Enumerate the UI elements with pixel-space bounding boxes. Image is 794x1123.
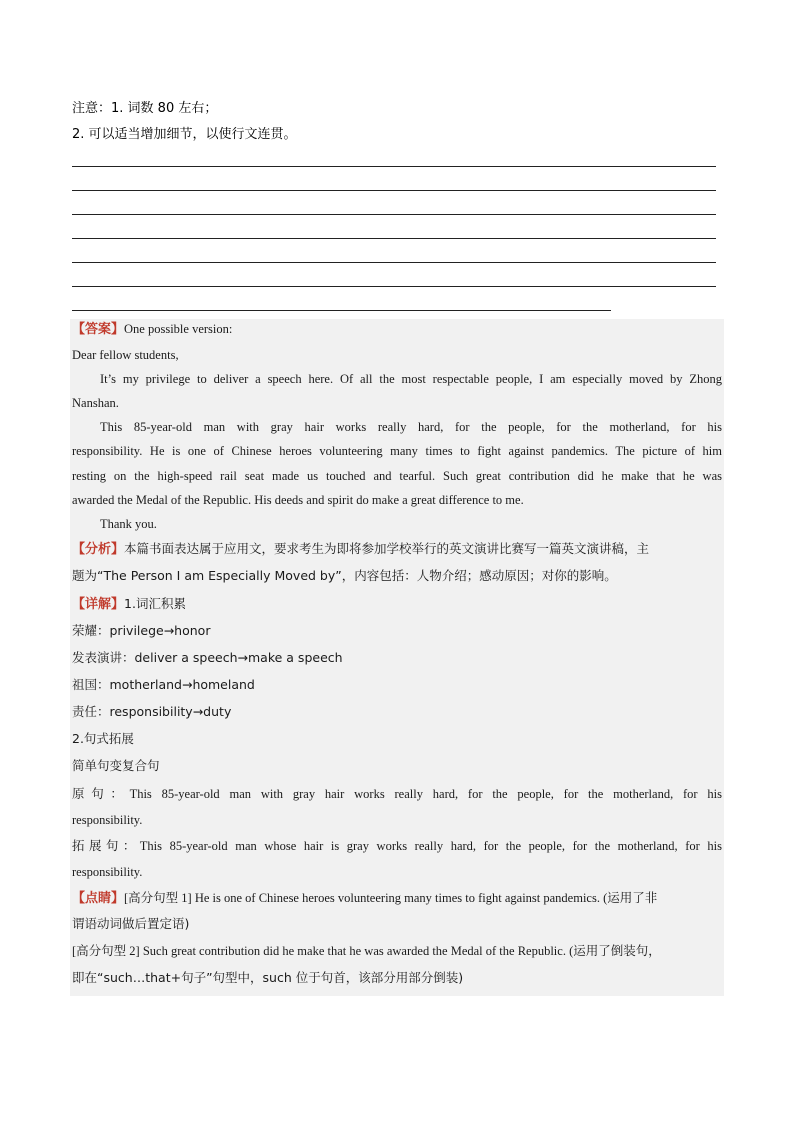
note-word-count: 注意：1. 词数 80 左右； <box>72 101 218 116</box>
highlight-line: 谓语动词做后置定语) <box>72 916 190 931</box>
highlight-line <box>72 889 722 908</box>
letter-closing: Thank you. <box>100 517 157 531</box>
sentence-subheading: 简单句变复合句 <box>72 758 160 773</box>
writing-line <box>72 286 716 287</box>
answer-intro: One possible version: <box>124 322 233 336</box>
sentence-heading: 2.句式拓展 <box>72 731 134 746</box>
original-sentence: responsibility. <box>72 813 143 827</box>
paragraph-2-line: responsibility. He is one of Chinese heroes volunteering many times to fight against pandemics. The picture of him <box>72 444 722 458</box>
writing-line <box>72 262 716 263</box>
analysis-line: 题为“The Person I am Especially Moved by”，内容包括：人物介绍；感动原因；对你的影响。 <box>72 568 617 583</box>
note-details: 2. 可以适当增加细节，以使行文连贯。 <box>72 127 297 142</box>
paragraph-2-line: This 85-year-old man with gray hair works really hard, for the people, for the motherland, for his <box>100 420 722 434</box>
paragraph-1-line: It’s my privilege to deliver a speech here. Of all the most respectable people, I am especially moved by Zhong <box>100 372 722 386</box>
writing-line <box>72 238 716 239</box>
analysis-tag: 【分析】 <box>72 542 125 557</box>
paragraph-1-line: Nanshan. <box>72 396 119 410</box>
highlight-sentence-1: [高分句型 1] He is one of Chinese heroes volunteering many times to fight against pandemics. (运用了非 <box>124 891 658 905</box>
extended-sentence: 拓展句：This 85-year-old man whose hair is gray works really hard, for the people, for the motherland, for his <box>72 839 722 853</box>
detail-tag: 【详解】 <box>72 597 125 612</box>
letter-greeting: Dear fellow students, <box>72 348 179 362</box>
vocab-item: 荣耀：privilege→honor <box>72 623 211 638</box>
analysis-text: 本篇书面表达属于应用文，要求考生为即将参加学校举行的英文演讲比赛写一篇英文演讲稿，主 <box>124 541 650 556</box>
answer-section <box>70 319 724 996</box>
answer-tag: 【答案】 <box>72 322 125 337</box>
vocab-item: 发表演讲：deliver a speech→make a speech <box>72 650 343 665</box>
extended-sentence: responsibility. <box>72 865 143 879</box>
highlight-sentence-2: [高分句型 2] Such great contribution did he make that he was awarded the Medal of the Republic. (运用了倒装句， <box>72 944 661 958</box>
writing-line <box>72 190 716 191</box>
vocab-item: 责任：responsibility→duty <box>72 704 232 719</box>
original-sentence: 原句：This 85-year-old man with gray hair works really hard, for the people, for the motherland, for his <box>72 787 722 801</box>
paragraph-2-line: awarded the Medal of the Republic. His deeds and spirit do make a great difference to me. <box>72 493 524 507</box>
detail-heading-text: 1.词汇积累 <box>124 596 186 611</box>
highlight-line: 即在“such…that+句子”句型中，such 位于句首，该部分用部分倒装) <box>72 970 464 985</box>
writing-line <box>72 310 611 311</box>
vocab-item: 祖国：motherland→homeland <box>72 677 255 692</box>
paragraph-2-line: resting on the high-speed rail seat made us touched and tearful. Such great contribution did he make that he was <box>72 469 722 483</box>
analysis-line <box>72 540 722 559</box>
writing-line <box>72 214 716 215</box>
detail-heading <box>72 595 722 614</box>
writing-line <box>72 166 716 167</box>
highlight-tag: 【点睛】 <box>72 891 125 906</box>
answer-heading <box>72 320 722 339</box>
